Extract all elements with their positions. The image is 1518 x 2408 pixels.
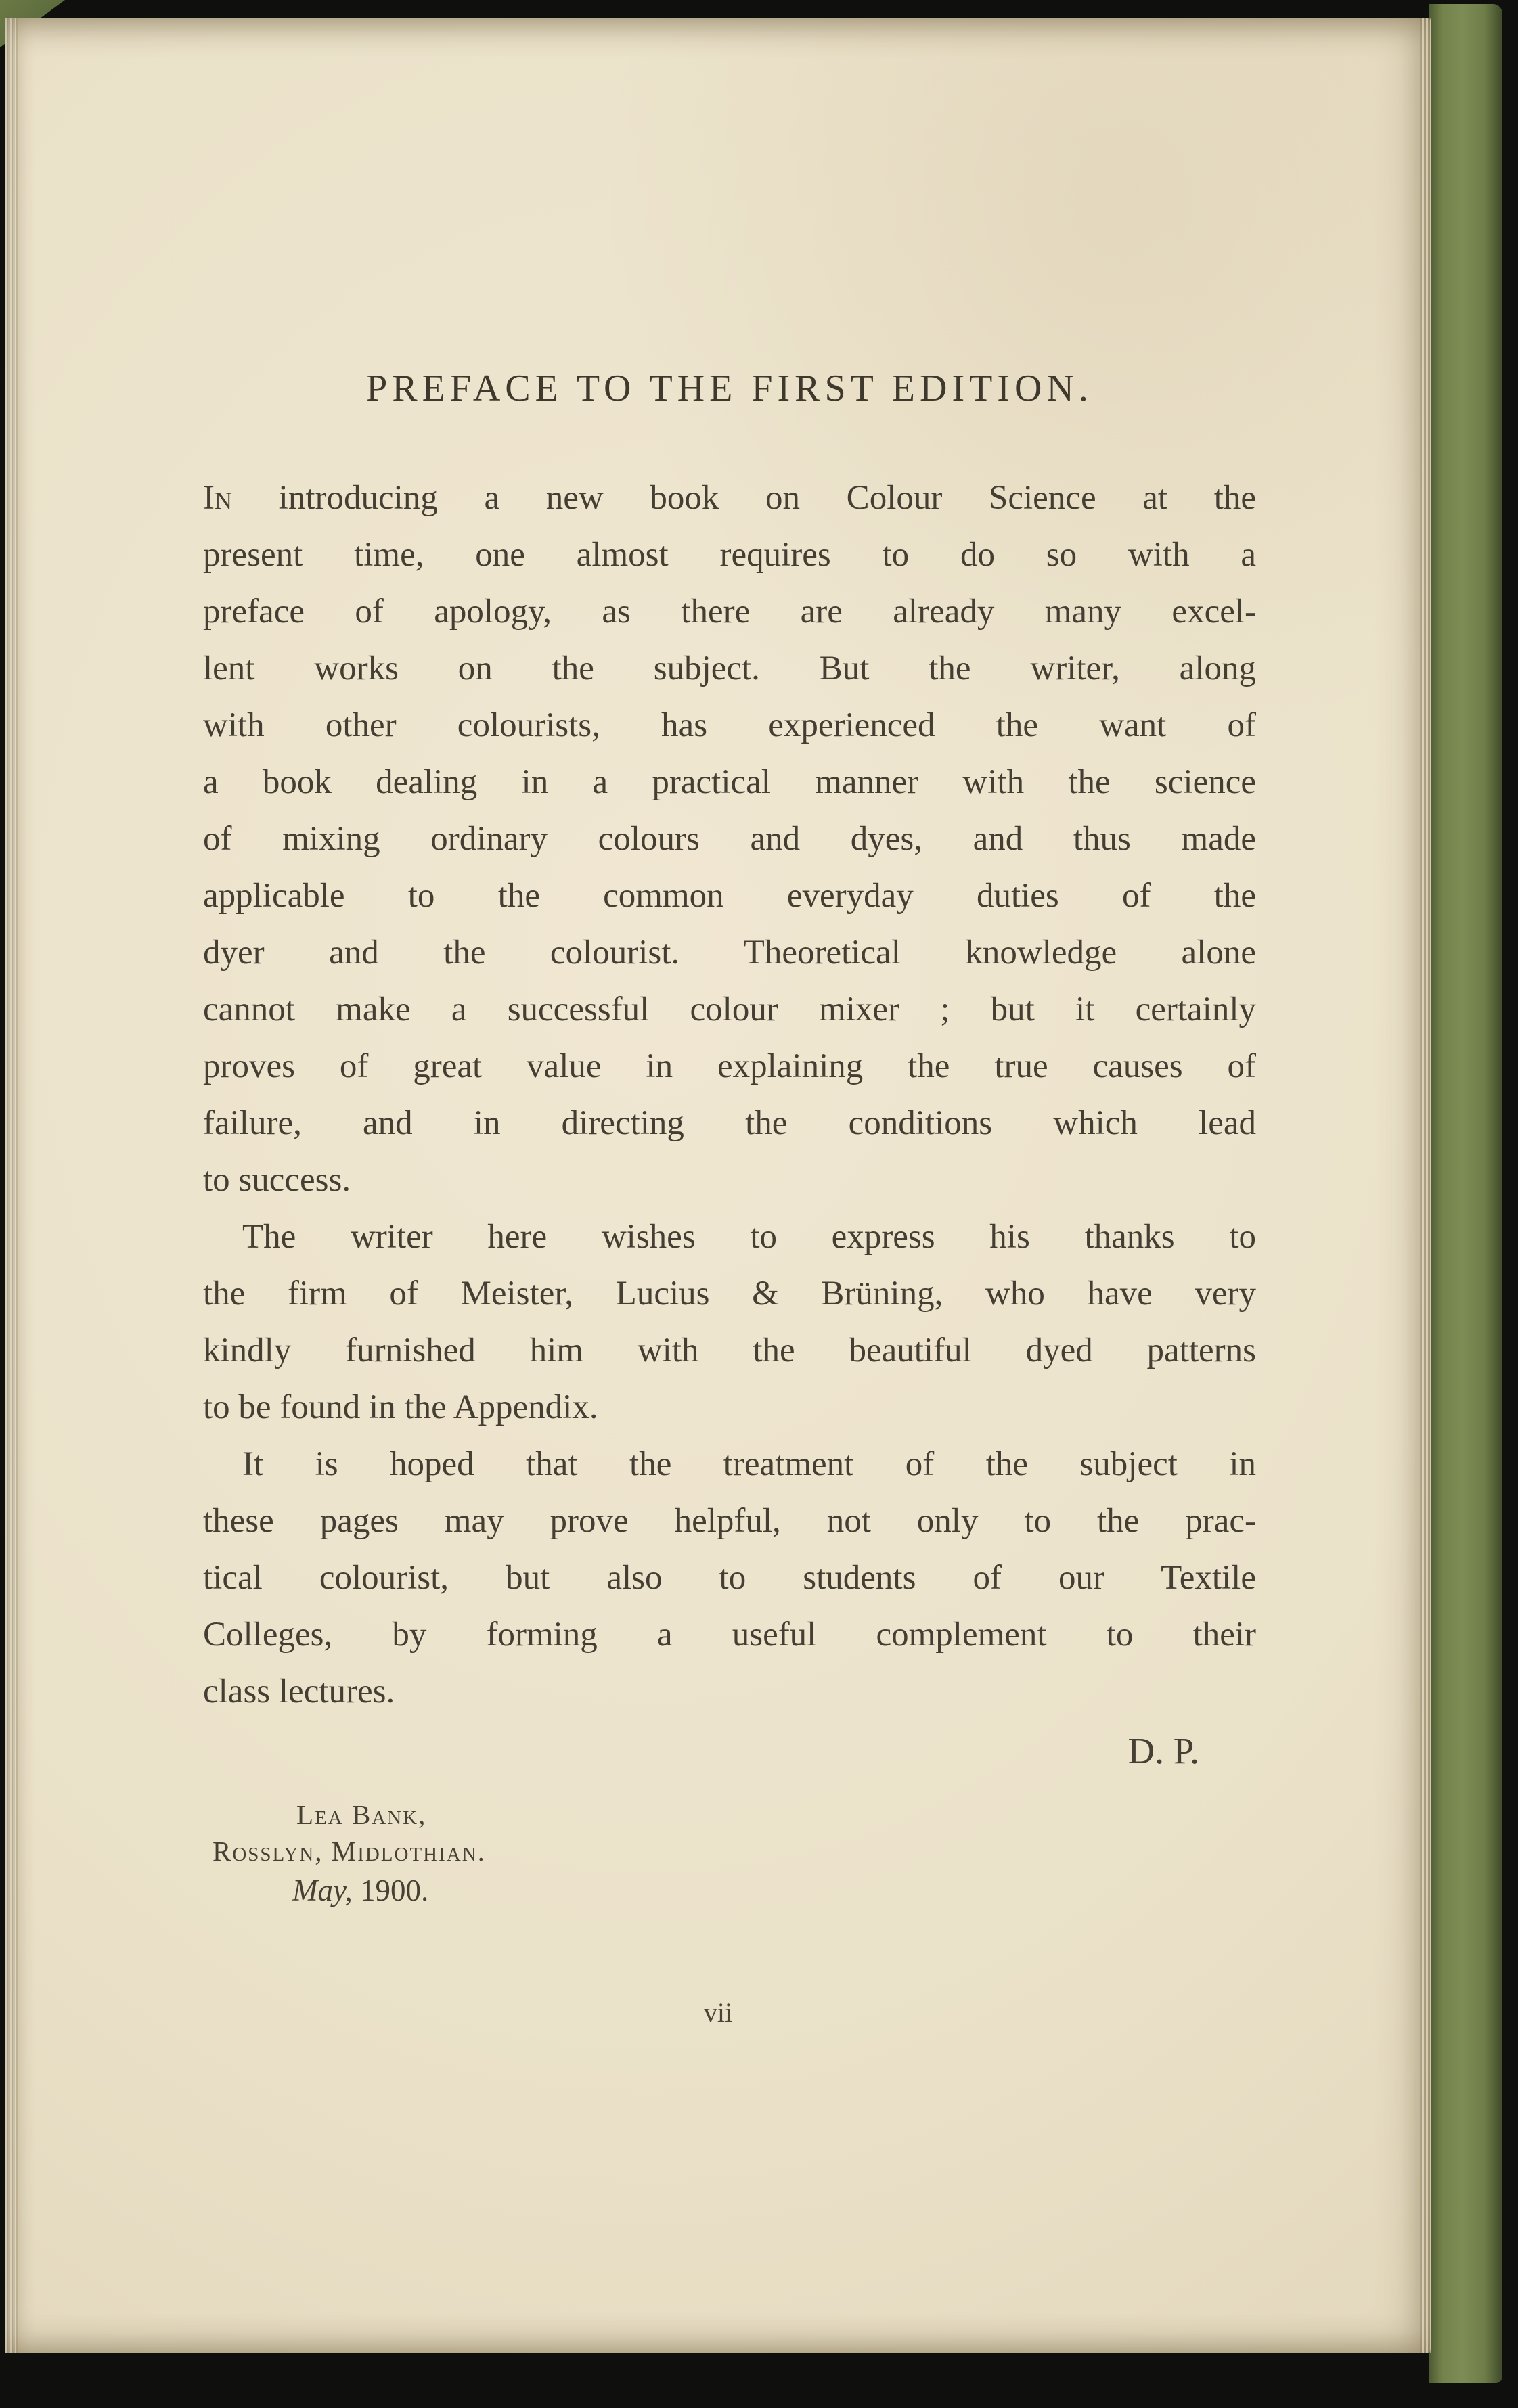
text-line: preface of apology, as there are already many excel- <box>203 593 1256 631</box>
lead-word-smallcaps: In <box>203 479 232 517</box>
text-line: proves of great value in explaining the true causes of <box>203 1047 1256 1085</box>
text-line: lent works on the subject. But the writer, along <box>203 650 1256 687</box>
text-line: kindly furnished him with the beautiful dyed patterns <box>203 1332 1256 1369</box>
text-line: failure, and in directing the conditions which lead <box>203 1104 1256 1142</box>
imprint-date-month: May, <box>292 1873 353 1907</box>
text-line: these pages may prove helpful, not only to the prac- <box>203 1502 1256 1540</box>
book-cover-right-edge <box>1429 4 1502 2383</box>
preface-paragraph-2 <box>203 1208 1256 1436</box>
imprint-address-line1: Lea Bank, <box>296 1799 427 1830</box>
signature-initials: D. P. <box>1128 1730 1199 1771</box>
preface-paragraph-1 <box>203 470 1256 1208</box>
text-line: to success. <box>203 1161 351 1199</box>
text-line: applicable to the common everyday duties of the <box>203 877 1256 915</box>
imprint-date <box>203 1872 1256 1909</box>
text-line-rest: introducing a new book on Colour Science at the <box>278 479 1257 517</box>
text-line: with other colourists, has experienced the want of <box>203 706 1256 744</box>
imprint-block <box>203 1796 1256 1909</box>
text-line: dyer and the colourist. Theoretical knowledge alone <box>203 934 1256 972</box>
text-line: tical colourist, but also to students of our Textile <box>203 1559 1256 1597</box>
preface-paragraph-3 <box>203 1436 1256 1720</box>
text-line: the firm of Meister, Lucius & Brüning, who have very <box>203 1275 1256 1313</box>
page-title: PREFACE TO THE FIRST EDITION. <box>366 367 1093 409</box>
imprint-address-line2: Rosslyn, Midlothian. <box>213 1836 486 1867</box>
text-line: a book dealing in a practical manner with the science <box>203 763 1256 801</box>
text-line: present time, one almost requires to do so with a <box>203 536 1256 574</box>
imprint-date-year: 1900. <box>359 1873 429 1907</box>
text-line: The writer here wishes to express his thanks to <box>242 1218 1256 1256</box>
page-number: vii <box>703 1997 733 2028</box>
page-content <box>203 18 1256 1909</box>
preface-body <box>203 470 1256 1720</box>
text-line <box>203 470 1256 526</box>
text-line: Colleges, by forming a useful complement to their <box>203 1616 1256 1654</box>
text-line: class lectures. <box>203 1673 395 1710</box>
text-line: cannot make a successful colour mixer ; but it certainly <box>203 991 1256 1028</box>
text-line: of mixing ordinary colours and dyes, and thus made <box>203 820 1256 858</box>
book-page <box>5 18 1431 2353</box>
text-line: It is hoped that the treatment of the subject in <box>242 1445 1256 1483</box>
text-line: to be found in the Appendix. <box>203 1388 598 1426</box>
